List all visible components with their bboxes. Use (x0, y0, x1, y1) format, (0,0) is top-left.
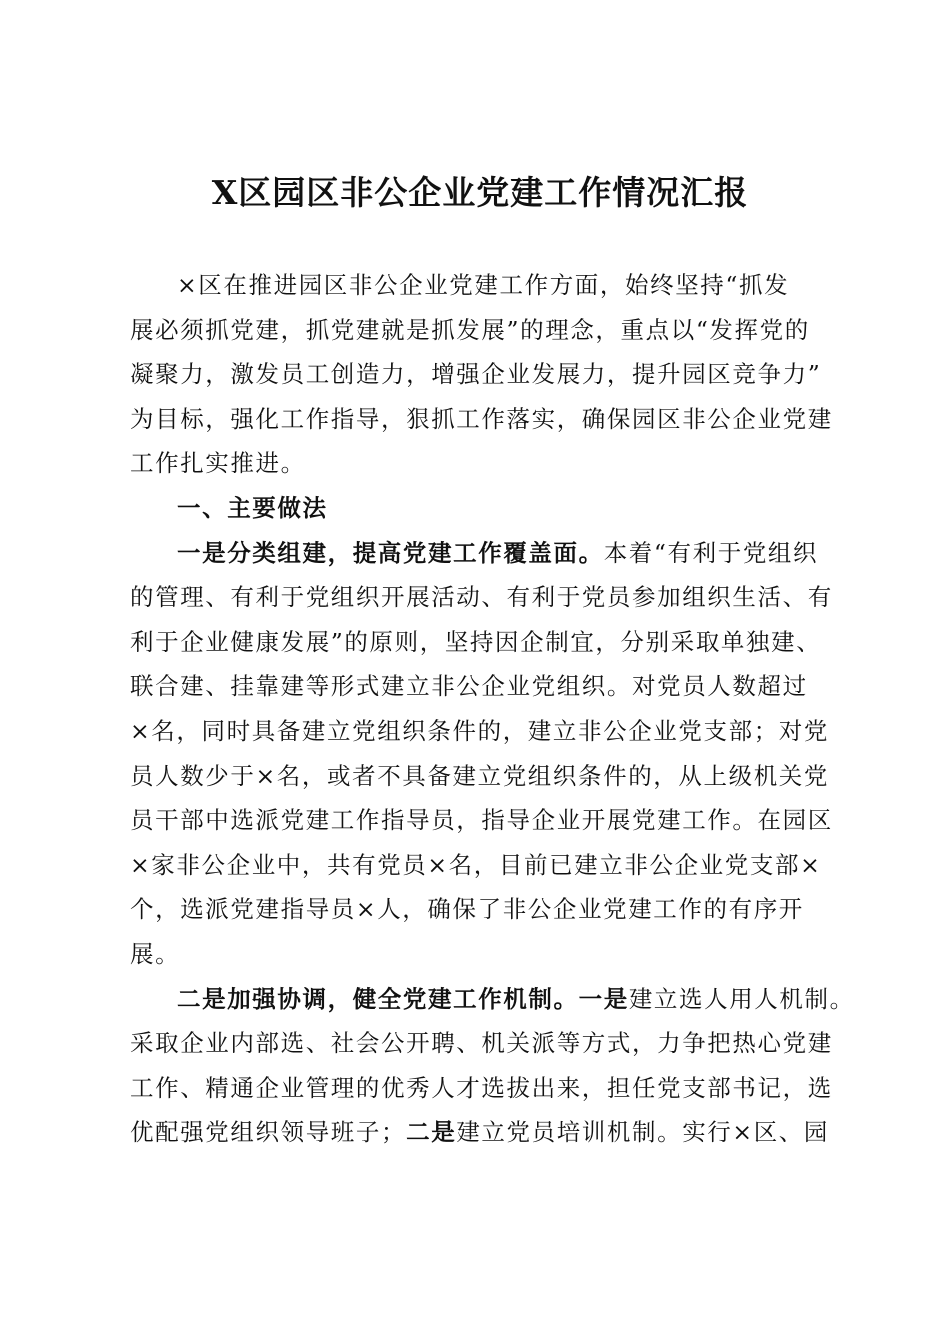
document-title: X区园区非公企业党建工作情况汇报 (211, 173, 749, 212)
intro-line: 凝聚力，激发员工创造力，增强企业发展力，提升园区竞争力” (130, 360, 822, 389)
paragraph-line: 工作、精通企业管理的优秀人才选拔出来，担任党支部书记，选 (130, 1073, 833, 1102)
section-heading: 一、主要做法 (177, 493, 328, 522)
paragraph-line: 采取企业内部选、社会公开聘、机关派等方式，力争把热心党建 (130, 1029, 833, 1058)
paragraph-line (130, 977, 855, 1022)
intro-line: 展必须抓党建，抓党建就是抓发展”的理念，重点以“发挥党的 (130, 315, 810, 344)
paragraph-line: 利于企业健康发展”的原则，坚持因企制宜，分别采取单独建、 (130, 627, 822, 656)
paragraph-lead: 二是 (406, 1118, 457, 1147)
paragraph-text: 建立党员培训机制。实行×区、园 (456, 1118, 830, 1147)
paragraph-lead: 二是加强协调，健全党建工作机制。 (177, 984, 579, 1013)
paragraph-line: 联合建、挂靠建等形式建立非公企业党组织。对党员人数超过 (130, 672, 808, 701)
paragraph-lead: 一是 (578, 984, 629, 1013)
paragraph-line: 的管理、有利于党组织开展活动、有利于党员参加组织生活、有 (130, 583, 833, 612)
paragraph-line: ×家非公企业中，共有党员×名，目前已建立非公企业党支部× (130, 850, 822, 879)
paragraph-lead: 一是分类组建，提高党建工作覆盖面。 (177, 538, 604, 567)
paragraph-text: 本着“有利于党组织 (603, 538, 819, 567)
intro-line: 工作扎实推进。 (130, 449, 306, 478)
paragraph-line (130, 531, 840, 576)
intro-line: ×区在推进园区非公企业党建工作方面，始终坚持“抓发 (177, 271, 790, 299)
intro-line: 为目标，强化工作指导，狠抓工作落实，确保园区非公企业党建 (130, 404, 833, 433)
paragraph-line: 员干部中选派党建工作指导员，指导企业开展党建工作。在园区 (130, 806, 833, 835)
paragraph-line: ×名，同时具备建立党组织条件的，建立非公企业党支部；对党 (130, 716, 829, 745)
paragraph-line: 个，选派党建指导员×人，确保了非公企业党建工作的有序开 (130, 895, 804, 924)
paragraph-text: 优配强党组织领导班子； (130, 1118, 407, 1147)
document-body (130, 263, 855, 1155)
paragraph-line: 展。 (130, 939, 181, 968)
paragraph-line: 员人数少于×名，或者不具备建立党组织条件的，从上级机关党 (130, 761, 829, 790)
paragraph-text: 建立选人用人机制。 (628, 984, 855, 1013)
paragraph-line (130, 1110, 840, 1155)
